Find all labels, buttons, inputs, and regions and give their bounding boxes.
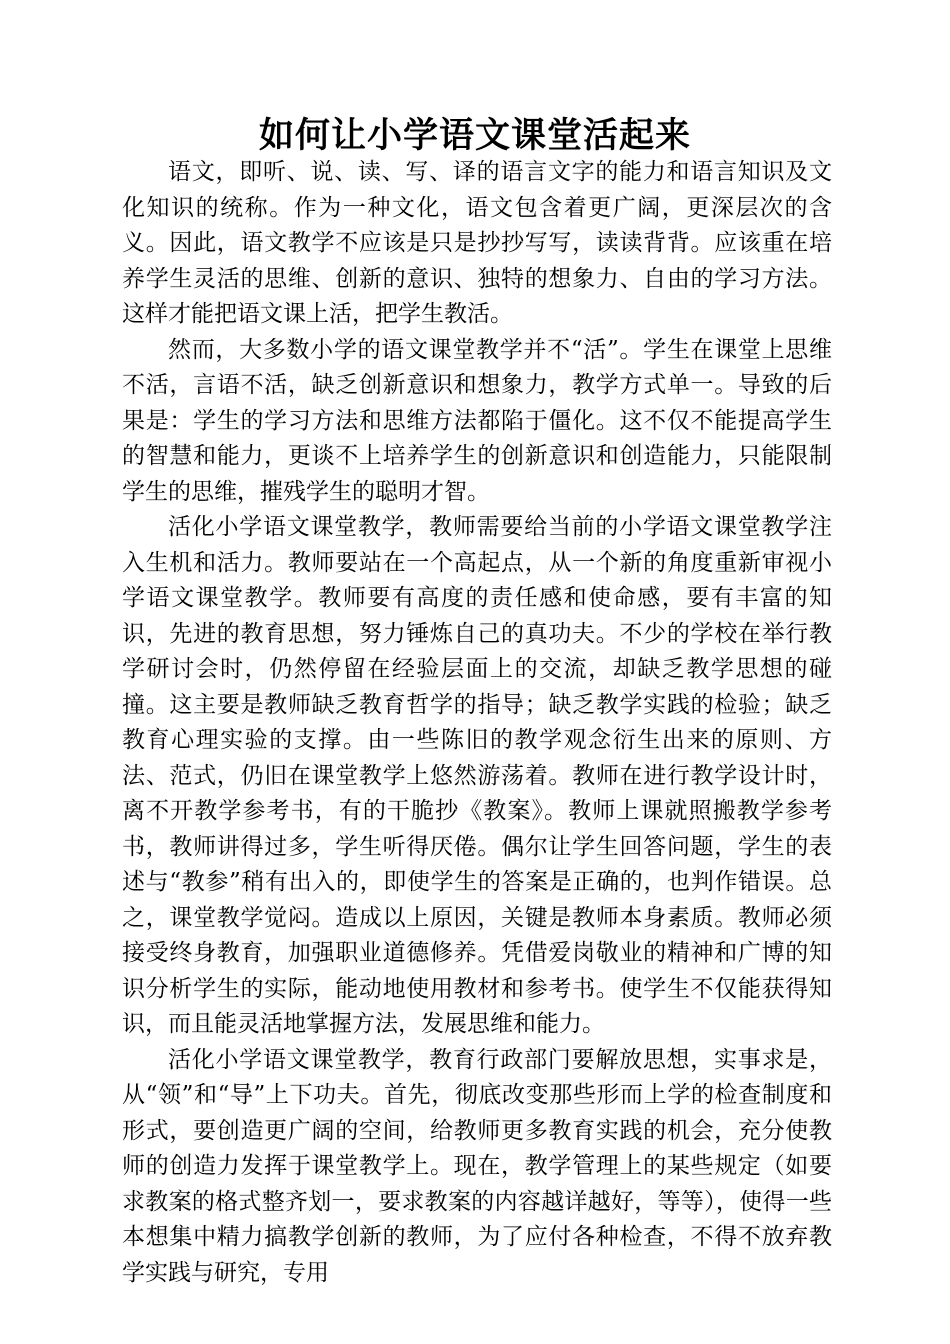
paragraph-1: 语文，即听、说、读、写、译的语言文字的能力和语言知识及文化知识的统称。作为一种文化，语文包含着更广阔，更深层次的含义。因此，语文教学不应该是只是抄抄写写，读读背背。应该重在培养学生灵活的思维、创新的意识、独特的想象力、自由的学习方法。这样才能把语文课上活，把学生教活。 (122, 159, 832, 327)
document-body (122, 155, 832, 1291)
paragraph-4: 活化小学语文课堂教学，教育行政部门要解放思想，实事求是，从“领”和“导”上下功夫。首先，彻底改变那些形而上学的检查制度和形式，要创造更广阔的空间，给教师更多教育实践的机会，充分使教师的创造力发挥于课堂教学上。现在，教学管理上的某些规定（如要求教案的格式整齐划一，要求教案的内容越详越好，等等），使得一些本想集中精力搞教学创新的教师，为了应付各种检查，不得不放弃教学实践与研究，专用 (122, 1046, 832, 1286)
paragraph-2: 然而，大多数小学的语文课堂教学并不“活”。学生在课堂上思维不活，言语不活，缺乏创新意识和想象力，教学方式单一。导致的后果是：学生的学习方法和思维方法都陷于僵化。这不仅不能提高学生的智慧和能力，更谈不上培养学生的创新意识和创造能力，只能限制学生的思维，摧残学生的聪明才智。 (122, 336, 832, 505)
paragraph-3: 活化小学语文课堂教学，教师需要给当前的小学语文课堂教学注入生机和活力。教师要站在一个高起点，从一个新的角度重新审视小学语文课堂教学。教师要有高度的责任感和使命感，要有丰富的知识，先进的教育思想，努力锤炼自己的真功夫。不少的学校在举行教学研讨会时，仍然停留在经验层面上的交流，却缺乏教学思想的碰撞。这主要是教师缺乏教育哲学的指导；缺乏教学实践的检验；缺乏教育心理实验的支撑。由一些陈旧的教学观念衍生出来的原则、方法、范式，仍旧在课堂教学上悠然游荡着。教师在进行教学设计时，离不开教学参考书，有的干脆抄《教案》。教师上课就照搬教学参考书，教师讲得过多，学生听得厌倦。偶尔让学生回答问题，学生的表述与“教参”稍有出入的，即使学生的答案是正确的，也判作错误。总之，课堂教学觉闷。造成以上原因，关键是教师本身素质。教师必须接受终身教育，加强职业道德修养。凭借爱岗敬业的精神和广博的知识分析学生的实际，能动地使用教材和参考书。使学生不仅能获得知识，而且能灵活地掌握方法，发展思维和能力。 (122, 514, 832, 1037)
document-title: 如何让小学语文课堂活起来 (258, 115, 691, 156)
